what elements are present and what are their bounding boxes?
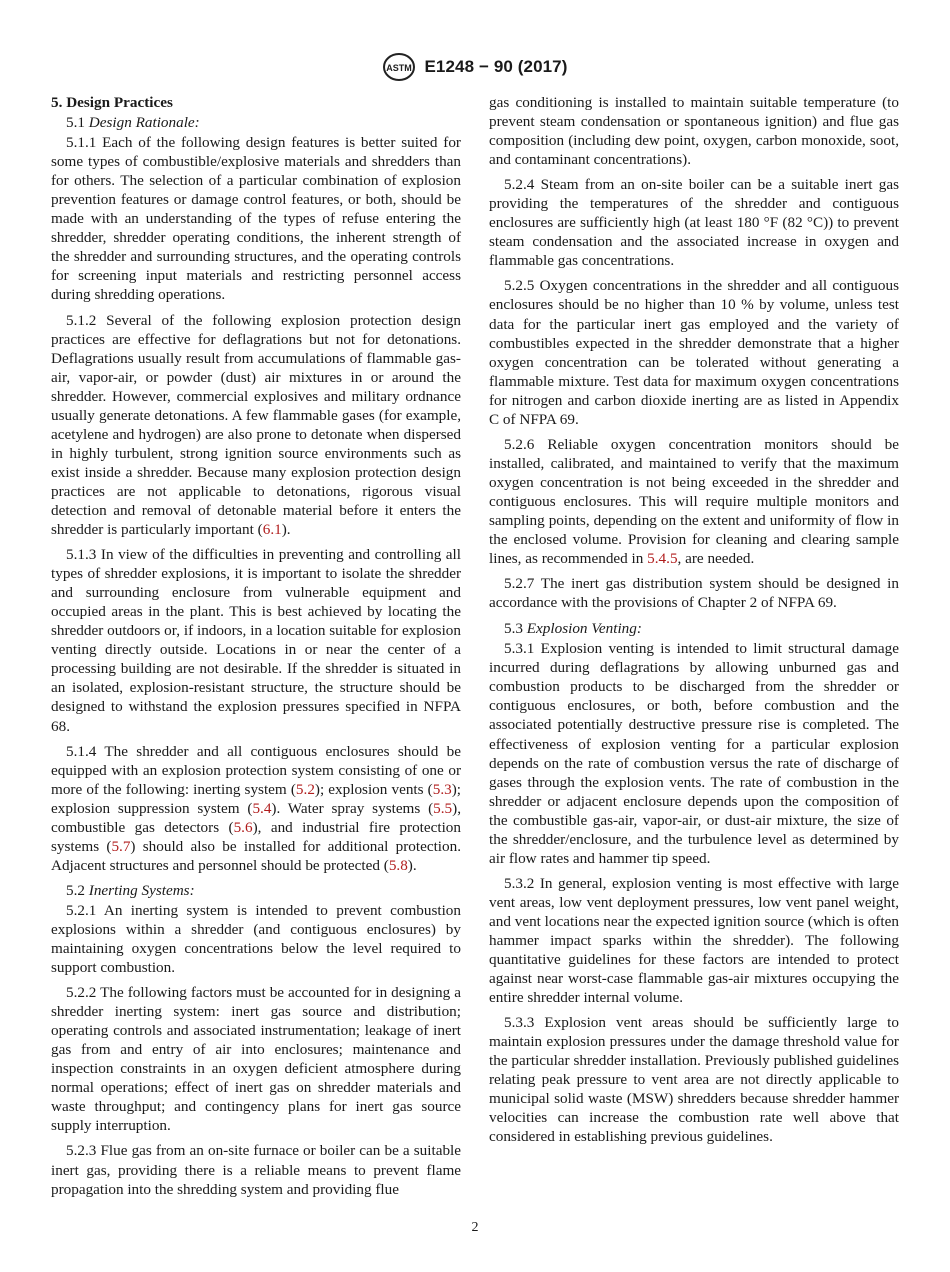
cross-reference-link[interactable]: 5.2 [295, 780, 315, 798]
cross-reference-link[interactable]: 5.6 [233, 818, 253, 836]
paragraph-5-3-2: 5.3.2 In general, explosion venting is most effective with large vent areas, low vent deployment pressures, low vent panel weight, and vent locations near the expected ignition source (which is often hammer impact sparks within the shredder). The following quantitative guidelines for these factors are intended to protect against near worst-case flammable gas-air mixtures occupying the entire shredder internal volume. [489, 874, 899, 1007]
paragraph-5-2-2: 5.2.2 The following factors must be accounted for in designing a shredder inerting system: inert gas source and distribution; operating controls and associated instrumentation; leakage of inert gas from and entry of air into enclosures; maintenance and inspection constraints in an oxygen deficient atmosphere during normal operations; effect of inert gas on shredder materials and waste throughput; and contingency plans for inert gas source supply interruption. [51, 984, 461, 1135]
paragraph-5-3-1: 5.3.1 Explosion venting is intended to limit structural damage incurred during deflagrations by allowing unburned gas and combustion products to be discharged from the shredder or contiguous enclosures, or both, before combustion and the associated potentially destructive pressure rise is completed. The effectiveness of explosion venting for a particular explosion depends on the rate of combustion versus the rate of discharge of gases through the explosion vents. The rate of combustion in the shredder or adjacent enclosure depends upon the composition of the combustible gas-air, vapor-air, or dust-air mixture, the size of the shredder/enclosure, and the turbulence level as determined by air flow rates and hammer tip speed. [489, 640, 899, 867]
svg-text:ASTM: ASTM [386, 63, 413, 73]
paragraph-5-1-2: 5.1.2 Several of the following explosion protection design practices are effective for deflagrations but not for detonations. Deflagrations usually result from accumulations of flammable gas-air, vapor-air, or powder (dust) air mixtures in or around the shredder. However, commercial explosives and military ordnance usually generate detonations. A few flammable gases (for example, acetylene and hydrogen) are also prone to detonate when dispersed in highly turbulent, strong ignition source environments such as exist inside a shredder. Because many explosion protection design practices are not applicable to detonations, rigorous visual detection and removal of detonable material before it enters the shredder is particularly important (6.1). [51, 311, 461, 539]
paragraph-5-2-6: 5.2.6 Reliable oxygen concentration monitors should be installed, calibrated, and maintained to verify that the maximum oxygen concentration is not being exceeded in the shredder and contiguous enclosures. This will require multiple monitors and sampling points, depending on the extent and uniformity of flow in the enclosed volume. Provision for cleaning and clearing sample lines, as recommended in 5.4.5, are needed. [489, 435, 899, 568]
paragraph-5-1-1: 5.1.1 Each of the following design features is better suited for some types of combustible/explosive materials and shredders than for others. The selection of a particular combination of explosion prevention features or damage control features, or both, should be made with an understanding of the types of refuse entering the shredder, shredder operating conditions, the inherent strength of the shredder and surrounding structures, and the operating controls for screening input materials and restricting personnel access during shredding operations. [51, 134, 461, 304]
cross-reference-link[interactable]: 5.5 [433, 799, 453, 817]
astm-logo-icon [382, 52, 416, 82]
cross-reference-link[interactable]: 5.4.5 [647, 550, 678, 568]
cross-reference-link[interactable]: 5.7 [111, 837, 131, 855]
cross-reference-link[interactable]: 5.3 [432, 780, 452, 798]
paragraph-5-2-7: 5.2.7 The inert gas distribution system should be designed in accordance with the provisions of Chapter 2 of NFPA 69. [489, 575, 899, 612]
paragraph-5-2-4: 5.2.4 Steam from an on-site boiler can be a suitable inert gas providing the temperatures of the shredder and contiguous enclosures are sufficiently high (at least 180 °F (82 °C)) to prevent steam condensation and the associated increase in oxygen and flammable gas concentrations. [489, 176, 899, 270]
section-heading: 5. Design Practices [51, 94, 173, 111]
paragraph-5-2-3-continued: gas conditioning is installed to maintain suitable temperature (to prevent steam condensation or spontaneous ignition) and flue gas composition (including dew point, oxygen, carbon monoxide, soot, and contaminant concentrations). [489, 94, 899, 169]
paragraph-5-3-3: 5.3.3 Explosion vent areas should be sufficiently large to maintain explosion pressures under the damage threshold value for the particular shredder installation. Previously published guidelines relating peak pressure to vent area are not directly applicable to municipal solid waste (MSW) shredders because shredder hammer velocities can increase the combustion rate well above that considered in establishing previous guidelines. [489, 1014, 899, 1146]
right-column [489, 93, 899, 1152]
paragraph-5-1-4: 5.1.4 The shredder and all contiguous enclosures should be equipped with an explosion protection system consisting of one or more of the following: inerting system (5.2); explosion vents (5.3); explosion suppression system (5.4). Water spray systems (5.5), combustible gas detectors (5.6), and industrial fire protection systems (5.7) should also be installed for additional protection. Adjacent structures and personnel should be protected (5.8). [51, 742, 461, 874]
cross-reference-link[interactable]: 5.8 [388, 856, 408, 874]
paragraph-5-2-1: 5.2.1 An inerting system is intended to prevent combustion explosions within a shredder (and contiguous enclosures) by maintaining oxygen concentrations below the level required to support combustion. [51, 901, 461, 977]
left-column [51, 93, 461, 1205]
standard-designation: E1248 − 90 (2017) [424, 57, 568, 76]
page-number: 2 [471, 1220, 479, 1235]
subsection-heading-5-3: 5.3 Explosion Venting: [504, 620, 642, 638]
cross-reference-link[interactable]: 6.1 [262, 521, 282, 539]
paragraph-5-2-5: 5.2.5 Oxygen concentrations in the shredder and all contiguous enclosures should be no higher than 10 % by volume, unless test data for the particular inert gas employed and the variety of combustibles expected in the shredder demonstrate that a higher oxygen concentration can be tolerated without generating a flammable mixture. Test data for maximum oxygen concentrations for nitrogen and carbon dioxide inerting are as listed in Appendix C of NFPA 69. [489, 277, 899, 428]
subsection-heading-5-2: 5.2 Inerting Systems: [66, 881, 195, 899]
cross-reference-link[interactable]: 5.4 [252, 799, 272, 817]
page-header [0, 52, 950, 87]
paragraph-5-1-3: 5.1.3 In view of the difficulties in preventing and controlling all types of shredder explosions, it is important to isolate the shredder and surrounding enclosure from vulnerable equipment and occupied areas in the plant. This is best achieved by locating the shredder outdoors or, if indoors, in a location suitable for explosion venting directly outside. Locations in or near the center of a processing building are not desirable. If the shredder is situated in an isolated, explosion-resistant structure, the structure should be designed to withstand the explosion pressures specified in NFPA 68. [51, 546, 461, 735]
paragraph-5-2-3: 5.2.3 Flue gas from an on-site furnace or boiler can be a suitable inert gas, providing there is a reliable means to prevent flame propagation into the shredding system and providing flue [51, 1142, 461, 1198]
subsection-heading-5-1: 5.1 Design Rationale: [66, 114, 200, 132]
